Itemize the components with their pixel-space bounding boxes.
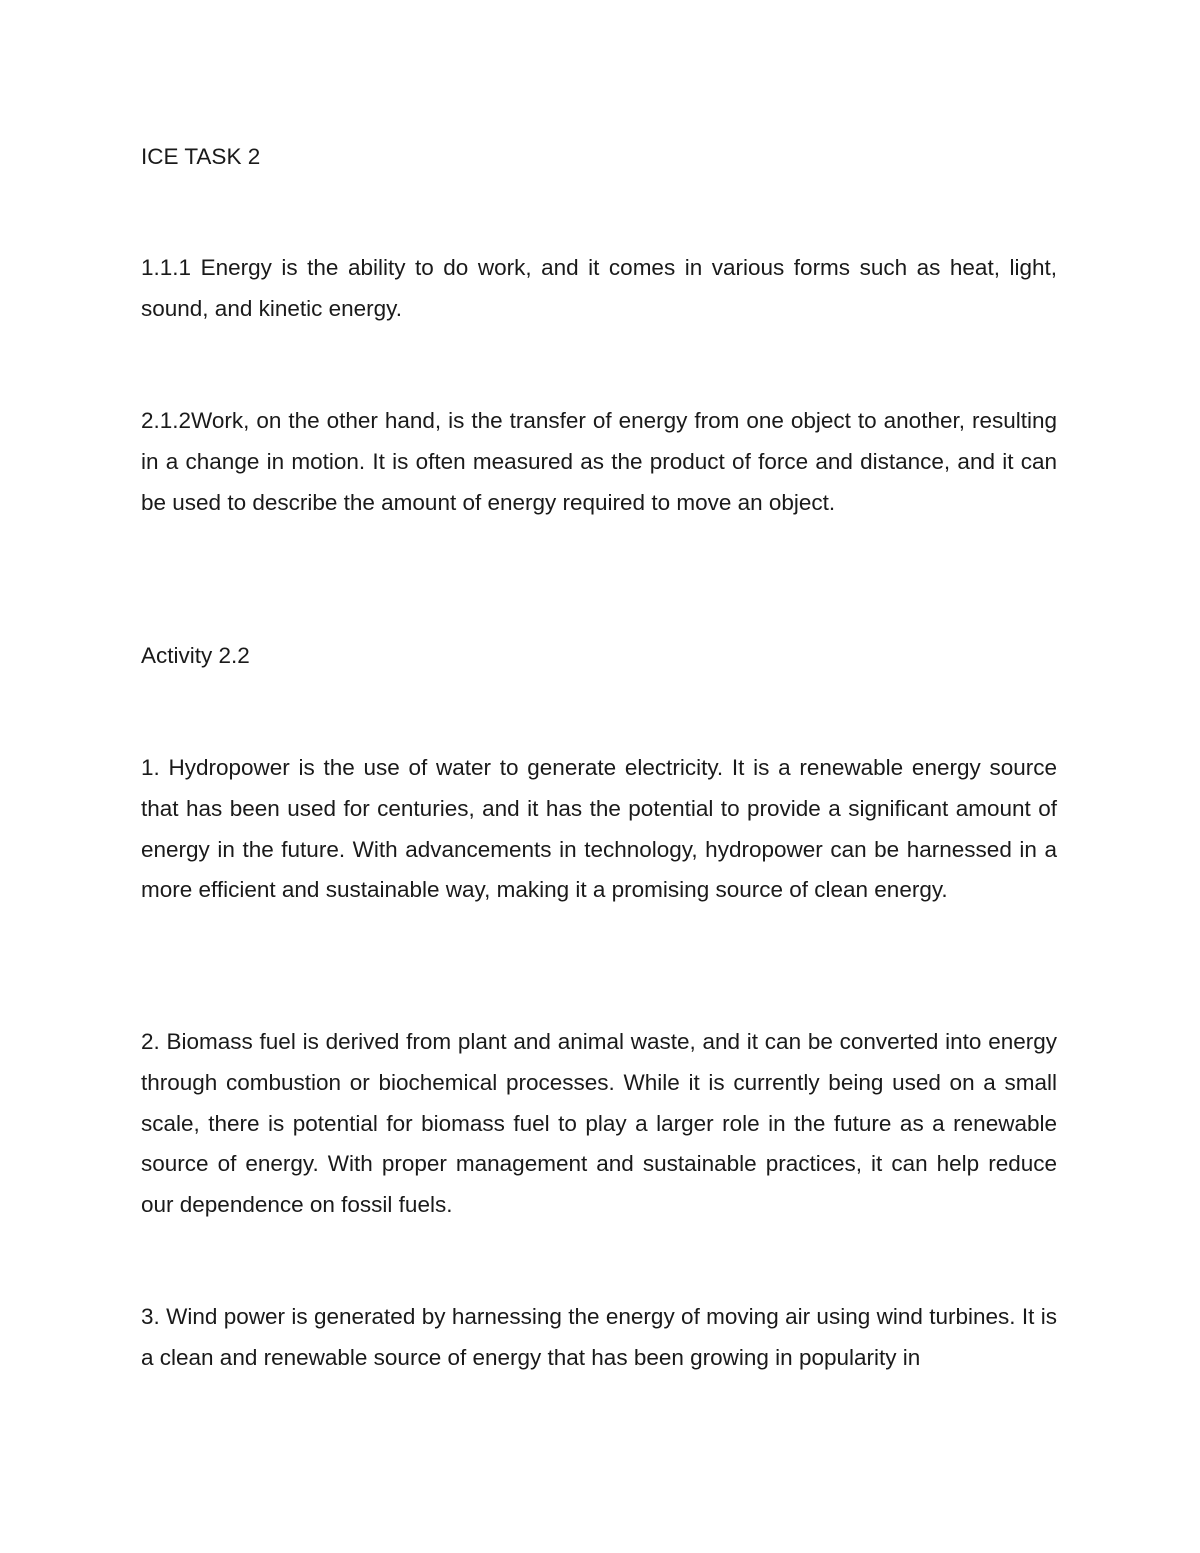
paragraph-1-1-1: 1.1.1 Energy is the ability to do work, and it comes in various forms such as heat, light, sound, and kinetic energy. bbox=[141, 255, 1057, 321]
document-heading: ICE TASK 2 bbox=[141, 144, 261, 169]
paragraph-2-1-2: 2.1.2Work, on the other hand, is the transfer of energy from one object to another, resulting in a change in motion. It is often measured as the product of force and distance, and it can be used to describe the amount of energy required to move an object. bbox=[141, 408, 1057, 515]
list-item-biomass: 2. Biomass fuel is derived from plant and animal waste, and it can be converted into energy through combustion or biochemical processes. While it is currently being used on a small scale, there is potential for biomass fuel to play a larger role in the future as a renewable source of energy. With proper management and sustainable practices, it can help reduce our dependence on fossil fuels. bbox=[141, 1029, 1057, 1218]
list-item-hydropower: 1. Hydropower is the use of water to generate electricity. It is a renewable energy source that has been used for centuries, and it has the potential to provide a significant amount of energy in the future. With advancements in technology, hydropower can be harnessed in a more efficient and sustainable way, making it a promising source of clean energy. bbox=[141, 755, 1057, 903]
list-item-wind-power: 3. Wind power is generated by harnessing the energy of moving air using wind turbines. It is a clean and renewable source of energy that has been growing in popularity in bbox=[141, 1304, 1057, 1370]
activity-heading: Activity 2.2 bbox=[141, 643, 250, 668]
